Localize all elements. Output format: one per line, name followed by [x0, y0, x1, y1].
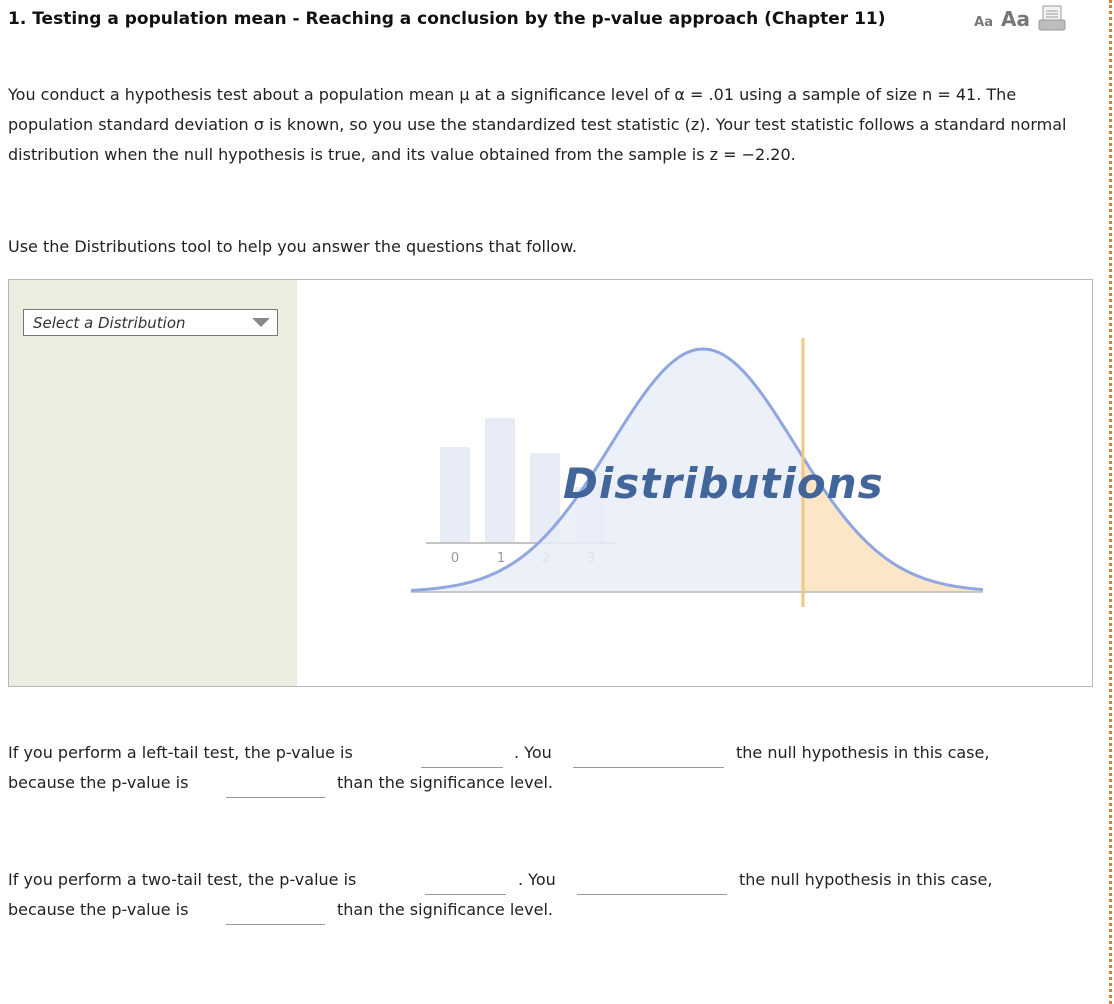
two-tail-decision-dropdown[interactable]: [577, 872, 727, 895]
left-tail-text-2: . You: [514, 743, 552, 762]
distributions-tool: [8, 279, 1093, 687]
increase-font-button[interactable]: Aa: [1001, 7, 1030, 31]
print-icon[interactable]: [1038, 5, 1066, 31]
distribution-select-label: Select a Distribution: [33, 314, 186, 332]
left-tail-pvalue-dropdown[interactable]: [421, 745, 503, 768]
two-tail-text-5: than the significance level.: [337, 900, 553, 919]
distribution-select[interactable]: [23, 309, 278, 336]
problem-statement: You conduct a hypothesis test about a population mean μ at a significance level of α = .01 using a sample of size n = 41. The population standard deviation σ is known, so you use the standardized test statistic (z). Your test statistic follows a standard normal distribution when the null hypothesis is true, and its value obtained from the sample is z = −2.20.: [8, 85, 1067, 164]
decrease-font-button[interactable]: Aa: [974, 15, 994, 30]
two-tail-question: [8, 865, 356, 895]
instruction-text: Use the Distributions tool to help you answer the questions that follow.: [8, 237, 577, 256]
left-tail-text-5: than the significance level.: [337, 773, 553, 792]
two-tail-text-2: . You: [518, 870, 556, 889]
distributions-logo-text: Distributions: [563, 459, 884, 508]
histogram-tick-label: 0: [450, 551, 460, 566]
histogram-tick-label: 1: [496, 551, 506, 566]
two-tail-pvalue-dropdown[interactable]: [425, 872, 506, 895]
two-tail-comparison-dropdown[interactable]: [226, 902, 325, 925]
page-right-border: [1109, 0, 1112, 1004]
question-title: 1. Testing a population mean - Reaching a conclusion by the p-value approach (Chapter 11): [8, 9, 886, 29]
two-tail-text-4: because the p-value is: [8, 900, 189, 919]
left-tail-text-4: because the p-value is: [8, 773, 189, 792]
two-tail-text-3: the null hypothesis in this case,: [739, 870, 993, 889]
chevron-down-icon: [252, 318, 270, 327]
distributions-graphic: [297, 280, 1091, 686]
left-tail-text-1: If you perform a left-tail test, the p-value is: [8, 743, 353, 762]
histogram-bar: [485, 418, 515, 542]
left-tail-decision-dropdown[interactable]: [573, 745, 724, 768]
left-tail-text-3: the null hypothesis in this case,: [736, 743, 990, 762]
font-size-tools: [974, 5, 1066, 31]
left-tail-comparison-dropdown[interactable]: [226, 775, 325, 798]
two-tail-text-1: If you perform a two-tail test, the p-value is: [8, 870, 357, 889]
left-tail-question: [8, 738, 353, 768]
histogram-bar: [440, 447, 470, 542]
tool-control-panel: [9, 280, 297, 686]
